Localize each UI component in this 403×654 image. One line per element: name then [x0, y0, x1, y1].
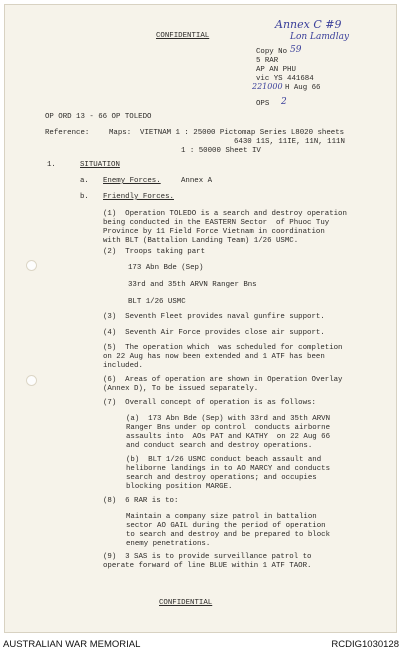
- section-title: SITUATION: [80, 161, 120, 169]
- para-9-line: operate forward of line BLUE within 1 ATF TAOR.: [103, 562, 312, 570]
- para-7b-line: blocking position MARGE.: [126, 483, 233, 491]
- classification-top: CONFIDENTIAL: [156, 32, 210, 40]
- handwritten-annotation-line2: Lon Lamdlay: [290, 32, 350, 42]
- op-order-title: OP ORD 13 - 66 OP TOLEDO: [45, 113, 152, 121]
- para-7: (7) Overall concept of operation is as follows:: [103, 399, 316, 407]
- unit: 5 RAR: [256, 57, 279, 65]
- sub-a-text: Enemy Forces.: [103, 177, 161, 185]
- para-8-heading: (8) 6 RAR is to:: [103, 497, 179, 505]
- classification-bottom: CONFIDENTIAL: [159, 599, 213, 607]
- para-2: (2) Troops taking part: [103, 248, 206, 256]
- archive-record-id: RCDIG1030128: [331, 639, 399, 650]
- para-8-line: enemy penetrations.: [126, 540, 211, 548]
- punch-hole-top: [26, 260, 37, 271]
- section-number: 1.: [47, 161, 56, 169]
- para-3: (3) Seventh Fleet provides naval gunfire support.: [103, 313, 325, 321]
- para-5-line: included.: [103, 362, 143, 370]
- para-4: (4) Seventh Air Force provides close air support.: [103, 329, 325, 337]
- para-2-item: 33rd and 35th ARVN Ranger Bns: [128, 281, 257, 289]
- archive-name: AUSTRALIAN WAR MEMORIAL: [3, 639, 141, 650]
- para-7b-line: heliborne landings in to AO MARCY and conducts: [126, 465, 331, 473]
- para-8-line: sector AO GAIL during the period of operation: [126, 522, 326, 530]
- para-7a-line: (a) 173 Abn Bde (Sep) with 33rd and 35th ARVN: [126, 415, 331, 423]
- para-1-line: being conducted in the EASTERN Sector of Phuoc Tuy: [103, 219, 330, 227]
- para-7a-line: assaults into AOs PAT and KATHY on 22 Aug 66: [126, 433, 331, 441]
- datetime-prefix-handwritten: 221000: [252, 82, 283, 91]
- reference-line-1: Maps: VIETNAM 1 : 25000 Pictomap Series L8020 sheets: [109, 129, 345, 137]
- datetime-suffix: H Aug 66: [285, 84, 321, 92]
- punch-hole-bottom: [26, 375, 37, 386]
- document-page: [4, 4, 397, 633]
- para-6-line: (6) Areas of operation are shown in Operation Overlay: [103, 376, 343, 384]
- copy-no-label: Copy No: [256, 48, 288, 56]
- reference-label: Reference:: [45, 129, 90, 137]
- para-8-line: Maintain a company size patrol in battalion: [126, 513, 317, 521]
- para-5-line: (5) The operation which was scheduled for completion: [103, 344, 343, 352]
- sub-b-letter: b.: [80, 193, 89, 201]
- ops-label: OPS: [256, 100, 270, 108]
- reference-line-2: 6430 11S, 11IE, 11N, 111N: [234, 138, 345, 146]
- para-8-line: to search and destroy and be prepared to block: [126, 531, 331, 539]
- location: AP AN PHU: [256, 66, 296, 74]
- para-9-line: (9) 3 SAS is to provide surveillance patrol to: [103, 553, 312, 561]
- ops-handwritten: 2: [281, 97, 287, 107]
- para-1-line: with BLT (Battalion Landing Team) 1/26 USMC.: [103, 237, 299, 245]
- para-7b-line: (b) BLT 1/26 USMC conduct beach assault and: [126, 456, 322, 464]
- handwritten-annotation-line1: Annex C #9: [275, 18, 342, 31]
- sub-a-annex: Annex A: [181, 177, 213, 185]
- para-7a-line: Ranger Bns under op control conducts airborne: [126, 424, 331, 432]
- sub-b-text: Friendly Forces.: [103, 193, 174, 201]
- para-7a-line: and conduct search and destroy operations.: [126, 442, 313, 450]
- para-7b-line: search and destroy operations; and occupies: [126, 474, 317, 482]
- para-6-line: (Annex D), To be issued separately.: [103, 385, 259, 393]
- grid-ref: vic YS 441684: [256, 75, 314, 83]
- reference-line-3: 1 : 50000 Sheet IV: [181, 147, 261, 155]
- copy-no-handwritten: 59: [290, 45, 302, 55]
- para-2-item: BLT 1/26 USMC: [128, 298, 186, 306]
- archive-footer: [0, 635, 403, 654]
- para-1-line: Province by 11 Field Force Vietnam in coordination: [103, 228, 325, 236]
- para-1-line: (1) Operation TOLEDO is a search and destroy operation: [103, 210, 347, 218]
- para-5-line: on 22 Aug has now been extended and 1 ATF has been: [103, 353, 325, 361]
- sub-a-letter: a.: [80, 177, 89, 185]
- para-2-item: 173 Abn Bde (Sep): [128, 264, 204, 272]
